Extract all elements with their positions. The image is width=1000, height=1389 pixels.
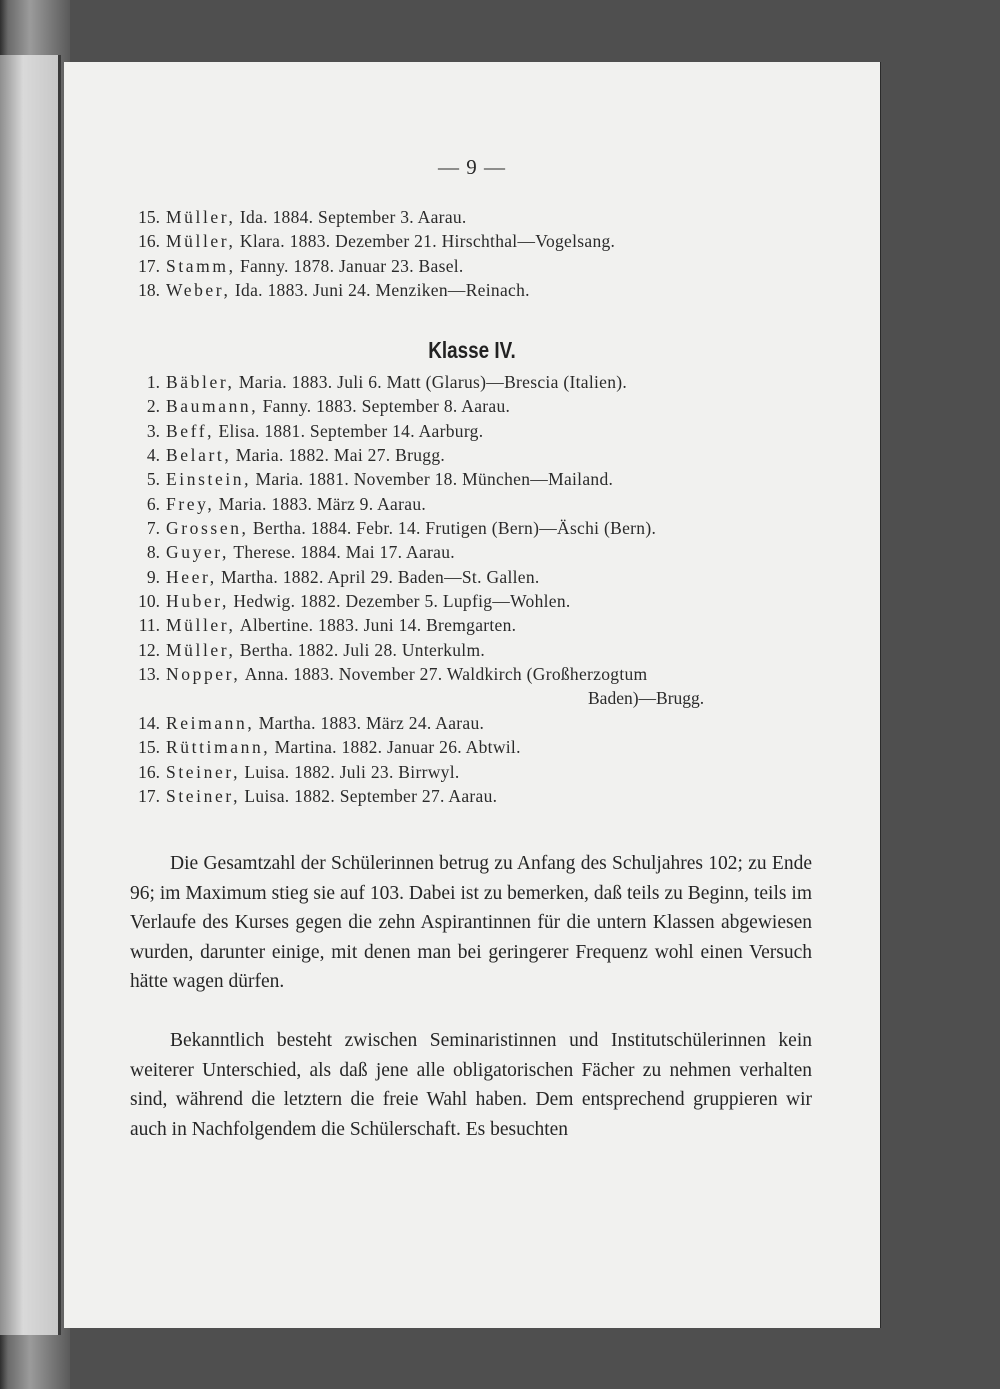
document-page (64, 62, 880, 1328)
list-item: 14. Reimann, Martha. 1883. März 24. Aarau. (138, 712, 485, 733)
list-item: 12. Müller, Bertha. 1882. Juli 28. Unterkulm. (138, 639, 486, 660)
list-item: 4. Belart, Maria. 1882. Mai 27. Brugg. (146, 445, 446, 466)
list-item: 3. Beff, Elisa. 1881. September 14. Aarburg. (146, 420, 484, 441)
section-heading: Klasse IV. (428, 337, 516, 363)
list-item: 13. Nopper, Anna. 1883. November 27. Waldkirch (Großherzogtum (138, 664, 648, 685)
list-item: 17. Stamm, Fanny. 1878. Januar 23. Basel. (138, 255, 464, 276)
list-item: 6. Frey, Maria. 1883. März 9. Aarau. (146, 493, 427, 514)
list-item: 18. Weber, Ida. 1883. Juni 24. Menziken—Reinach. (138, 280, 530, 301)
body-paragraph: Die Gesamtzahl der Schülerinnen betrug zu Anfang des Schuljahres 102; zu Ende 96; im Maximum stieg sie auf 103. Dabei ist zu bemerken, daß teils zu Beginn, teils im Verlaufe des Kurses gegen die zehn Aspirantinnen für die untern Klassen abgewiesen wurden, darunter einige, mit denen man bei geringerer Frequenz wohl einen Versuch hätte wagen dürfen. (130, 853, 812, 992)
list-item: 16. Müller, Klara. 1883. Dezember 21. Hirschthal—Vogelsang. (138, 231, 616, 252)
list-item: 17. Steiner, Luisa. 1882. September 27. Aarau. (138, 785, 498, 806)
list-item: 2. Baumann, Fanny. 1883. September 8. Aarau. (146, 396, 511, 417)
list-item: 8. Guyer, Therese. 1884. Mai 17. Aarau. (146, 542, 455, 563)
page-number: — 9 — (438, 155, 506, 179)
list-item-continuation: Baden)—Brugg. (588, 688, 705, 709)
list-item: 11. Müller, Albertine. 1883. Juni 14. Bremgarten. (138, 615, 517, 636)
list-item: 15. Müller, Ida. 1884. September 3. Aarau. (138, 207, 467, 227)
list-item: 10. Huber, Hedwig. 1882. Dezember 5. Lupfig—Wohlen. (138, 591, 571, 612)
body-paragraph: Bekanntlich besteht zwischen Seminaristinnen und Institutschülerinnen kein weiterer Unterschied, als daß jene alle obligatorischen Fächer zu nehmen verhalten sind, während die letztern die freie Wahl haben. Dem entsprechend gruppieren wir auch in Nachfolgendem die Schülerschaft. Es besuchten (130, 1030, 812, 1140)
student-list-class-iv (124, 370, 704, 808)
list-item: 5. Einstein, Maria. 1881. November 18. München—Mailand. (146, 469, 614, 490)
list-item: 1. Bäbler, Maria. 1883. Juli 6. Matt (Glarus)—Brescia (Italien). (146, 372, 628, 392)
list-item: 16. Steiner, Luisa. 1882. Juli 23. Birrwyl. (138, 761, 460, 782)
list-item: 15. Rüttimann, Martina. 1882. Januar 26. Abtwil. (138, 737, 521, 758)
list-item: 7. Grossen, Bertha. 1884. Febr. 14. Frutigen (Bern)—Äschi (Bern). (146, 518, 657, 539)
previous-page-edge (0, 55, 61, 1335)
student-list-continued (124, 205, 615, 302)
list-item: 9. Heer, Martha. 1882. April 29. Baden—St. Gallen. (146, 566, 540, 587)
